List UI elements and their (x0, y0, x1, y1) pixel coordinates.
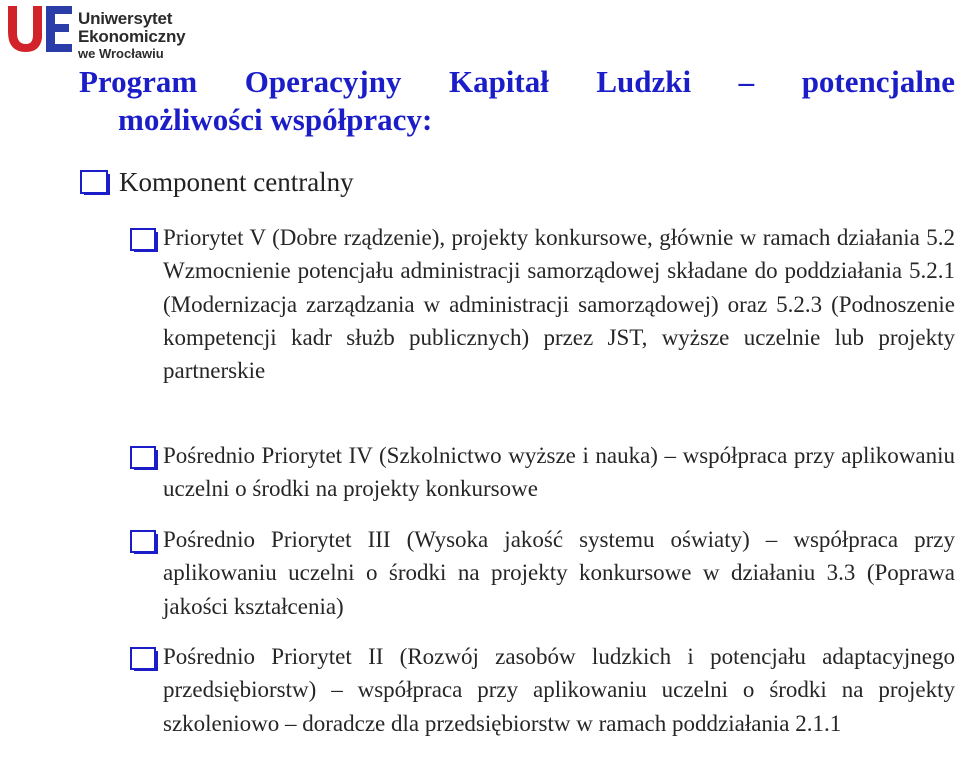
checkbox-bullet-icon (130, 446, 160, 471)
title-word: Kapitał (448, 64, 549, 99)
university-logo (6, 2, 256, 61)
title-word: potencjalne (801, 64, 955, 99)
list-item-text: Pośrednio Priorytet IV (Szkolnictwo wyższe i nauka) – współpraca przy aplikowaniu uczelni o środki na projekty konkursowe (163, 443, 955, 502)
list-item (130, 221, 955, 387)
checkbox-bullet-icon (80, 170, 111, 196)
list-item (130, 640, 955, 740)
list-item (130, 439, 955, 506)
list-item (130, 523, 955, 623)
title-word: Program (79, 64, 198, 99)
checkbox-bullet-icon (130, 228, 160, 253)
title-word: Operacyjny (244, 64, 402, 99)
checkbox-bullet-icon (130, 647, 160, 672)
title-dash: – (738, 64, 755, 99)
heading-label: Komponent centralny (119, 167, 354, 197)
slide-title (79, 63, 955, 139)
logo-wordmark (78, 10, 256, 62)
heading-bullet (80, 167, 354, 198)
title-line-2: możliwości współpracy: (118, 102, 433, 137)
ue-logo-mark-icon (6, 2, 76, 56)
logo-university-name: Uniwersytet Ekonomiczny (78, 9, 186, 46)
checkbox-bullet-icon (130, 530, 160, 555)
title-word: Ludzki (596, 64, 692, 99)
list-item-text: Pośrednio Priorytet III (Wysoka jakość systemu oświaty) – współpraca przy aplikowaniu uczelni o środki na projekty konkursowe w działaniu 3.3 (Poprawa jakości kształcenia) (163, 527, 955, 619)
list-item-text: Pośrednio Priorytet II (Rozwój zasobów ludzkich i potencjału adaptacyjnego przedsiębiorstw) – współpraca przy aplikowaniu uczelni o środki na projekty szkoleniowo – doradcze dla przedsiębiorstw w ramach poddziałania 2.1.1 (163, 644, 955, 736)
list-item-text: Priorytet V (Dobre rządzenie), projekty konkursowe, głównie w ramach działania 5.2 Wzmocnienie potencjału administracji samorządowej składane do poddziałania 5.2.1 (Modernizacja zarządzania w administracji samorządowej) oraz 5.2.3 (Podnoszenie kompetencji kadr służb publicznych) przez JST, wyższe uczelnie lub projekty partnerskie (163, 225, 955, 384)
title-line-1 (79, 63, 955, 101)
logo-city: we Wrocławiu (78, 46, 164, 61)
